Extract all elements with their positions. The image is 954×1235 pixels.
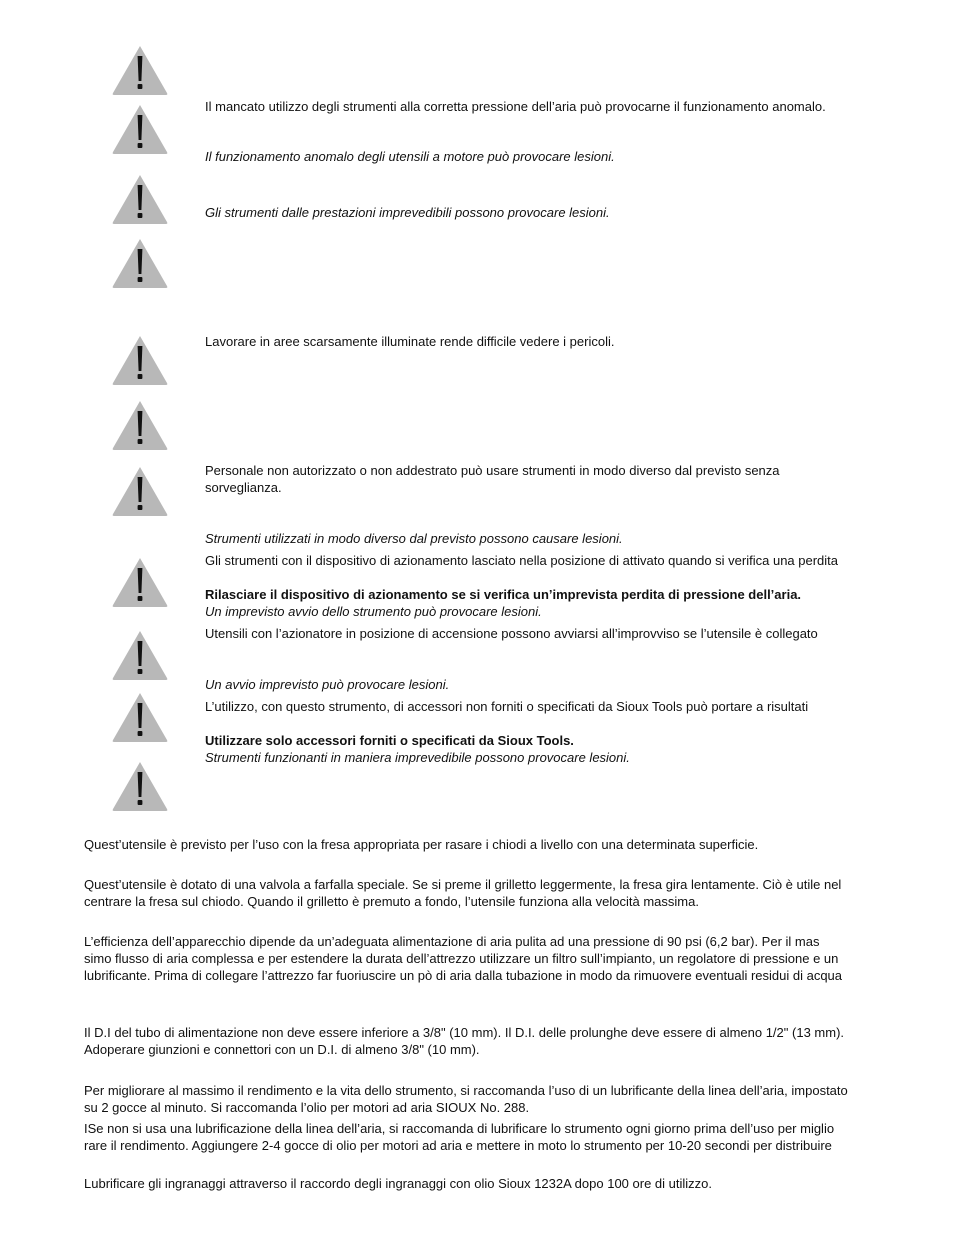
paragraph-hose-size [84, 1024, 924, 1058]
paragraph-gear-lubrication: Lubrificare gli ingranaggi attraverso il raccordo degli ingranaggi con olio Sioux 1232A dopo 100 ore di utilizzo. [84, 1176, 712, 1191]
warning-icon [111, 760, 169, 812]
paragraph-line: Per migliorare al massimo il rendimento e la vita dello strumento, si raccomanda l’uso di un lubrificante della linea dell’aria, impostato [84, 1083, 848, 1098]
warning-icon [111, 629, 169, 681]
paragraph-line: Adoperare giunzioni e connettori con un D.I. di almeno 3/8" (10 mm). [84, 1042, 480, 1057]
warning-icon [111, 556, 169, 608]
paragraph-lubrication [84, 1082, 924, 1116]
paragraph-air-supply [84, 933, 924, 984]
warning-icon [111, 237, 169, 289]
warning-text: Gli strumenti con il dispositivo di azionamento lasciato nella posizione di attivato quando si verifica una perdita [205, 553, 839, 568]
paragraph-line: su 2 gocce al minuto. Si raccomanda l’olio per motori ad aria SIOUX No. 288. [84, 1100, 530, 1115]
warning-icon [111, 103, 169, 155]
warning-text [205, 462, 925, 496]
paragraph-line: centrare la fresa sul chiodo. Quando il grilletto è premuto a fondo, l’utensile funziona alla velocità massima. [84, 894, 699, 909]
warning-text-line: sorveglianza. [205, 480, 282, 495]
warning-icon [111, 691, 169, 743]
paragraph-line: ISe non si usa una lubrificazione della linea dell’aria, si raccomanda di lubrificare lo strumento ogni giorno prima dell’uso per miglio [84, 1121, 835, 1136]
warning-consequence: Gli strumenti dalle prestazioni imprevedibili possono provocare lesioni. [205, 205, 610, 220]
warning-icon [111, 44, 169, 96]
warning-instruction: Rilasciare il dispositivo di azionamento se si verifica un’imprevista perdita di pressione dell’aria. [205, 587, 802, 602]
paragraph-throttle-valve [84, 876, 924, 910]
warning-consequence: Strumenti funzionanti in maniera imprevedibile possono provocare lesioni. [205, 750, 630, 765]
warning-text: Utensili con l’azionatore in posizione di accensione possono avviarsi all’improvviso se l’utensile è collegato [205, 626, 818, 641]
paragraph-line: lubrificante. Prima di collegare l’attrezzo far fuoriuscire un pò di aria dalla tubazione in modo da rimuovere eventuali residui di acqua [84, 968, 843, 983]
warning-icon [111, 334, 169, 386]
warning-text: Lavorare in aree scarsamente illuminate rende difficile vedere i pericoli. [205, 334, 615, 349]
warning-text: L’utilizzo, con questo strumento, di accessori non forniti o specificati da Sioux Tools può portare a risultati [205, 699, 809, 714]
warning-text: Il mancato utilizzo degli strumenti alla corretta pressione dell’aria può provocarne il funzionamento anomalo. [205, 99, 826, 114]
warning-consequence: Strumenti utilizzati in modo diverso dal previsto possono causare lesioni. [205, 531, 623, 546]
paragraph-manual-lubrication [84, 1120, 924, 1154]
warning-instruction: Utilizzare solo accessori forniti o specificati da Sioux Tools. [205, 733, 574, 748]
paragraph-line: L’efficienza dell’apparecchio dipende da un’adeguata alimentazione di aria pulita ad una pressione di 90 psi (6,2 bar). Per il mas [84, 934, 820, 949]
paragraph-line: Il D.I del tubo di alimentazione non deve essere inferiore a 3/8" (10 mm). Il D.I. delle prolunghe deve essere di almeno 1/2" (13 mm). [84, 1025, 845, 1040]
warning-consequence: Un imprevisto avvio dello strumento può provocare lesioni. [205, 604, 542, 619]
warning-consequence: Il funzionamento anomalo degli utensili a motore può provocare lesioni. [205, 149, 615, 164]
warning-consequence: Un avvio imprevisto può provocare lesioni. [205, 677, 450, 692]
paragraph-intended-use: Quest’utensile è previsto per l’uso con la fresa appropriata per rasare i chiodi a livello con una determinata superficie. [84, 837, 759, 852]
paragraph-line: simo flusso di aria complessa e per estendere la durata dell’attrezzo utilizzare un filtro sull’impianto, un regolatore di pressione e un [84, 951, 839, 966]
warning-icon [111, 173, 169, 225]
paragraph-line: rare il rendimento. Aggiungere 2-4 gocce di olio per motori ad aria e mettere in moto lo strumento per 10-20 secondi per distribuire [84, 1138, 832, 1153]
warning-text-line: Personale non autorizzato o non addestrato può usare strumenti in modo diverso dal previsto senza [205, 463, 780, 478]
warning-icon [111, 399, 169, 451]
warning-icon [111, 465, 169, 517]
paragraph-line: Quest’utensile è dotato di una valvola a farfalla speciale. Se si preme il grilletto leggermente, la fresa gira lentamente. Ciò è utile nel [84, 877, 842, 892]
